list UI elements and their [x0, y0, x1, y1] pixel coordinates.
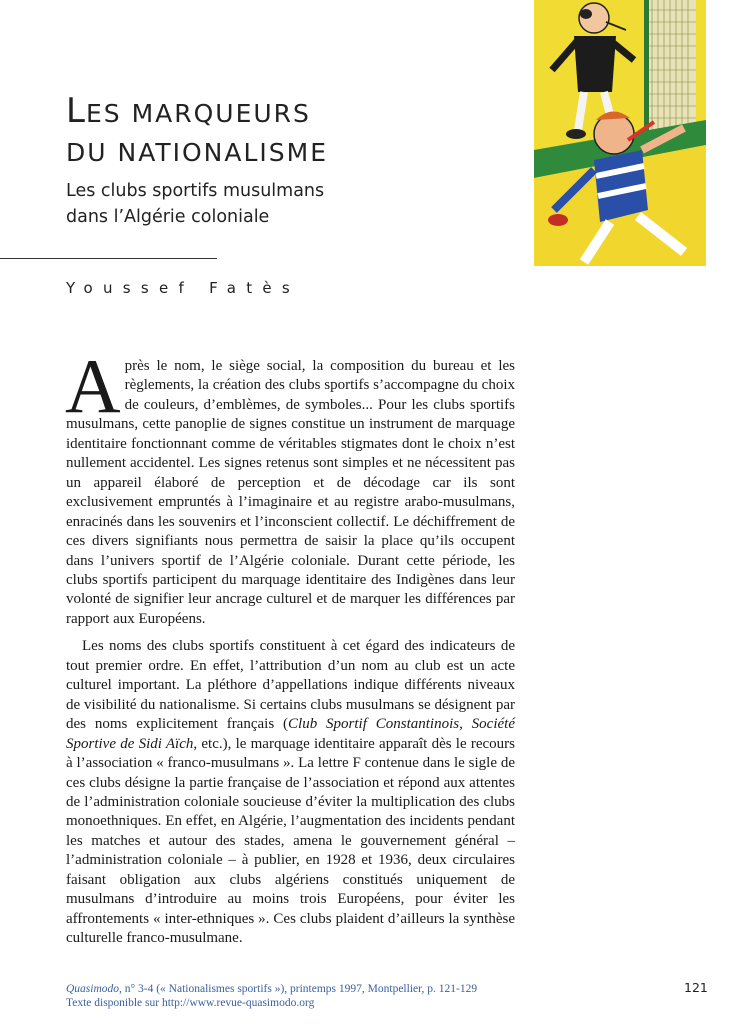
paragraph-1 [65, 343, 515, 629]
football-cartoon-illustration [534, 0, 706, 266]
footer-citation [66, 982, 626, 1010]
article-title [66, 92, 328, 172]
paragraph-2-text-b: , etc.), le marquage identitaire apparaît dès le recours à l’association « franco-musulmans ». La lettre F contenue dans le sigle de ces clubs désigne la partie française de l’association et répond aux attentes de l’administration coloniale soucieuse d’éviter la multiplication des clubs monoethniques. En effet, en Algérie, l’augmentation des incidents pendant les matches et autour des stades, amena le gouvernement général – l’administration coloniale – à publier, en 1928 et 1936, deux circulaires faisant obligation aux clubs algériens constitués uniquement de musulmans d’introduire au moins trois Européens, pour éviter les affrontements « inter-ethniques ». Ces clubs plaident d’ailleurs la synthèse culturelle franco-musulmane. [66, 735, 515, 947]
cartoon-drawing [534, 0, 706, 266]
title-line2: DU NATIONALISME [66, 138, 329, 167]
paragraph-1-text: près le nom, le siège social, la composition du bureau et les règlements, la création des clubs sportifs s’accompagne du choix de couleurs, d’emblèmes, de symboles... Pour les clubs sportifs musulmans, cette panoplie de signes constitue un instrument de marquage identitaire fonctionnant comme de véritables stigmates dont le choix n’est nullement accidentel. Les signes retenus sont simples et ne nécessitent pas un appareil élaboré de perception et de décodage car ils sont exclusivement empruntés à l’imaginaire et au registre arabo-musulmans, enracinés dans les souvenirs et l’inconscient collectif. Le déchiffrement de ces divers signifiants nous permettra de saisir la place qu’ils occupent dans l’univers sportif de l’Algérie coloniale. Durant cette période, les clubs sportifs participent du marquage identitaire des Indigènes dans leur volonté de signifier leur ancrage culturel et de marquer les différences par rapport aux Européens. [66, 358, 515, 627]
paragraph-2-italic: Club Sportif Constantinois, Société Sportive de Sidi Aïch [66, 716, 515, 752]
paragraph-2-text-a: Les noms des clubs sportifs constituent à cet égard des indicateurs de tout premier ordre. En effet, l’attribution d’un nom au club est un acte culturel important. La pléthore d’appellations indique différents niveaux de visibilité du nationalisme. Si certains clubs musulmans se désignent par des noms explicitement français ( [66, 638, 515, 733]
page-number: 121 [684, 980, 708, 995]
title-line1: ES MARQUEURS [85, 99, 311, 128]
article-subtitle [66, 178, 486, 230]
article-body [65, 343, 515, 949]
paragraph-2 [66, 637, 515, 948]
drop-cap: A [65, 343, 121, 429]
title-initial: L [66, 91, 86, 131]
author-name: Youssef Fatès [66, 279, 301, 297]
citation-details: , n° 3-4 (« Nationalismes sportifs »), printemps 1997, Montpellier, p. 121-129 [119, 983, 478, 995]
title-divider [0, 258, 217, 259]
availability-link[interactable]: Texte disponible sur http://www.revue-quasimodo.org [66, 997, 315, 1009]
subtitle-line1: Les clubs sportifs musulmans [66, 181, 325, 201]
journal-name: Quasimodo [66, 983, 120, 995]
subtitle-line2: dans l’Algérie coloniale [66, 207, 270, 227]
